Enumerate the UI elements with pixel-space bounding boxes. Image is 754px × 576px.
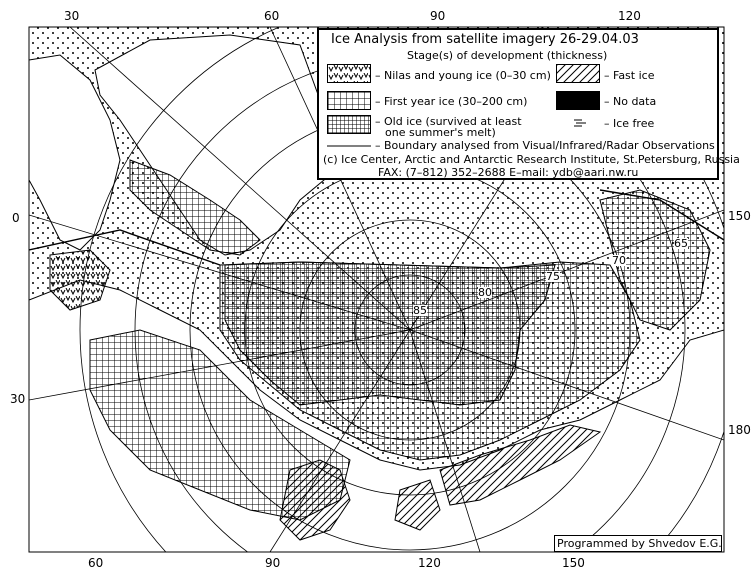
tick-right-150: 150 xyxy=(728,209,751,223)
legend-title: Ice Analysis from satellite imagery 26-29.04.03 xyxy=(331,32,639,47)
tick-top-120: 120 xyxy=(618,9,641,23)
tick-top-60: 60 xyxy=(264,9,280,23)
fast-ice-swatch xyxy=(556,64,600,83)
programmed-by: Programmed by Shvedov E.G. xyxy=(554,535,722,552)
tick-left-30: 30 xyxy=(10,392,26,406)
legend-no-data-label: – No data xyxy=(604,95,657,108)
legend-nilas-label: – Nilas and young ice (0–30 cm) xyxy=(375,69,551,82)
boundary-line-swatch xyxy=(327,144,371,148)
old-ice-swatch xyxy=(327,115,371,134)
legend-box xyxy=(317,28,740,180)
tick-left-0: 0 xyxy=(12,211,20,225)
tick-bottom-120: 120 xyxy=(418,556,441,570)
lat-label-70: 70 xyxy=(612,254,626,267)
tick-top-30: 30 xyxy=(64,9,80,23)
tick-bottom-60: 60 xyxy=(88,556,104,570)
legend-old-ice-label-2: one summer's melt) xyxy=(385,126,496,139)
legend-contact: FAX: (7–812) 352–2688 E–mail: ydb@aari.nw.ru xyxy=(378,166,639,179)
tick-bottom-90: 90 xyxy=(265,556,281,570)
lat-label-80: 80 xyxy=(478,286,492,299)
legend-subtitle: Stage(s) of development (thickness) xyxy=(407,49,608,62)
nilas-swatch xyxy=(327,64,371,83)
legend-ice-free-label: – Ice free xyxy=(604,117,655,130)
legend-credit: (c) Ice Center, Arctic and Antarctic Research Institute, St.Petersburg, Russia xyxy=(323,153,740,166)
lat-label-65: 65 xyxy=(674,237,688,250)
tick-bottom-150: 150 xyxy=(562,556,585,570)
tick-right-180: 180 xyxy=(728,423,751,437)
legend-fast-ice-label: – Fast ice xyxy=(604,69,655,82)
no-data-swatch xyxy=(556,91,600,110)
tick-top-90: 90 xyxy=(430,9,446,23)
ice-free-symbol xyxy=(572,116,588,130)
lat-label-85: 85 xyxy=(413,304,427,317)
lat-label-75: 75 xyxy=(546,270,560,283)
legend-old-ice-label-1: – Old ice (survived at least xyxy=(375,115,522,128)
legend-first-year-label: – First year ice (30–200 cm) xyxy=(375,95,528,108)
first-year-swatch xyxy=(327,91,371,110)
legend-boundary-label: – Boundary analysed from Visual/Infrared/Radar Observations xyxy=(375,139,715,152)
